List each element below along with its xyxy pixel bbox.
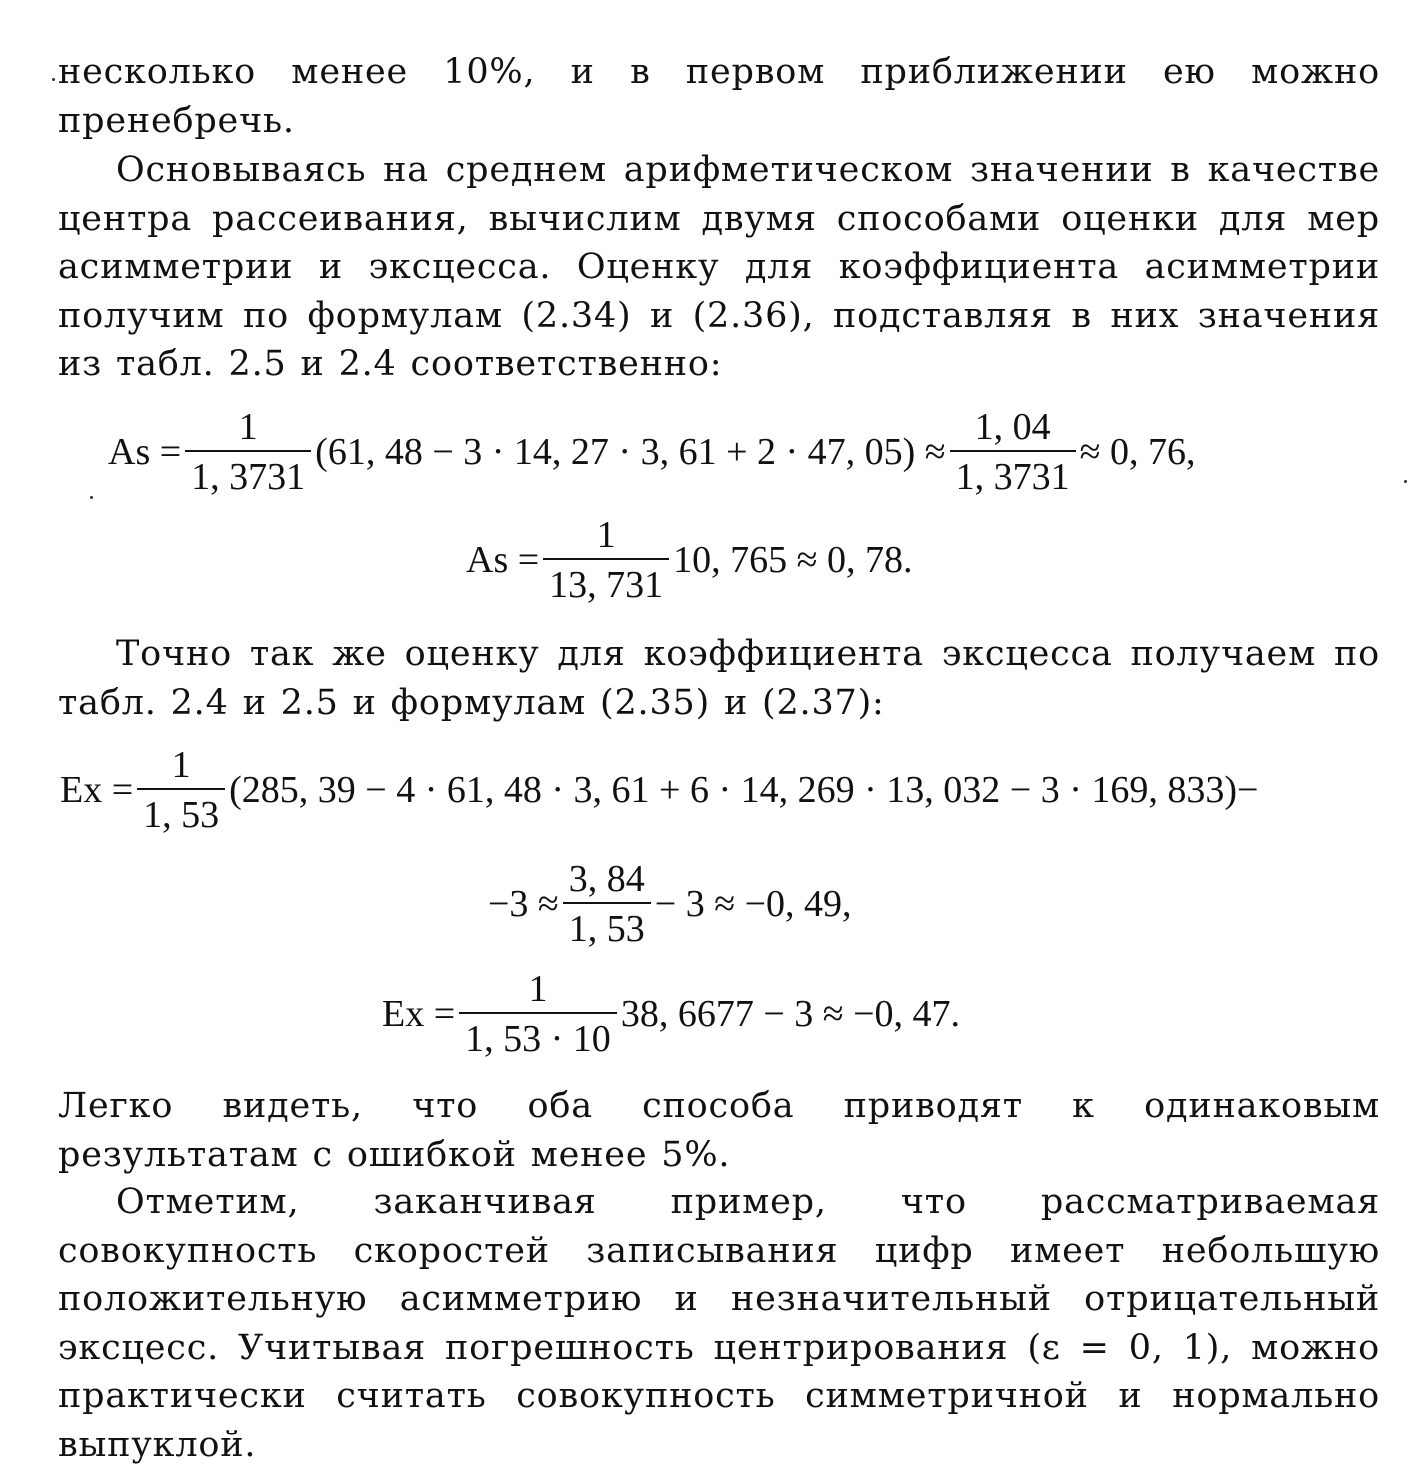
formula-expression: (61, 48 − 3 · 14, 27 · 3, 61 + 2 · 47, 05) ≈ [315, 431, 946, 473]
paragraph-asymmetry-intro: Основываясь на среднем арифметическом значении в качестве центра рассеивания, вычислим двумя способами оценки для мер асимметрии и эксцесса. Оценку для коэффициента асимметрии получим по формулам (2.34) и (2.36), подставляя в них значения из табл. 2.5 и 2.4 соответственно: [58, 150, 1380, 384]
formula-excess-2 [382, 966, 960, 1062]
formula-lhs: Ex = [60, 769, 134, 811]
fraction [185, 408, 311, 496]
paragraph-comparison: Легко видеть, что оба способа приводят к одинаковым результатам с ошибкой менее 5%. [58, 1086, 1380, 1175]
fraction-numerator: 1 [596, 514, 616, 556]
scan-speck [52, 78, 55, 81]
fraction-numerator: 3, 84 [568, 858, 645, 900]
formula-asymmetry-1 [108, 398, 1196, 506]
formula-lead: −3 ≈ [488, 883, 559, 925]
fraction-numerator: 1, 04 [974, 406, 1051, 448]
paragraph-conclusion: Отметим, заканчивая пример, что рассматриваемая совокупность скоростей записывания цифр имеет небольшую положительную асимметрию и незначительный отрицательный эксцесс. Учитывая погрешность центрирования (ε = 0, 1), можно практически считать совокупность симметричной и нормально выпуклой. [58, 1182, 1380, 1465]
fraction-denominator: 1, 53 · 10 [459, 1012, 617, 1058]
scan-speck [1404, 480, 1407, 483]
fraction-denominator: 1, 3731 [185, 450, 311, 496]
fraction [543, 516, 669, 604]
fraction [950, 408, 1076, 496]
fraction-denominator: 1, 53 [563, 902, 651, 948]
fraction-numerator: 1 [171, 744, 191, 786]
formula-lhs: As = [466, 539, 540, 581]
formula-tail: 38, 6677 − 3 ≈ −0, 47. [620, 993, 961, 1035]
fraction-denominator: 1, 3731 [950, 450, 1076, 496]
scan-speck [90, 496, 93, 499]
fraction-denominator: 1, 53 [137, 788, 225, 834]
formula-asymmetry-2 [466, 512, 913, 608]
formula-excess-1 [60, 742, 1258, 838]
paragraph-excess-intro: Точно так же оценку для коэффициента эксцесса получаем по табл. 2.4 и 2.5 и формулам (2.35) и (2.37): [58, 634, 1380, 723]
formula-tail: 10, 765 ≈ 0, 78. [673, 539, 913, 581]
formula-lhs: Ex = [382, 993, 456, 1035]
formula-expression: (285, 39 − 4 · 61, 48 · 3, 61 + 6 · 14, 269 · 13, 032 − 3 · 169, 833)− [229, 769, 1259, 811]
fraction-numerator: 1 [238, 406, 258, 448]
fraction [563, 860, 651, 948]
formula-excess-1-continuation [488, 856, 852, 952]
fraction-numerator: 1 [528, 968, 548, 1010]
fraction [137, 746, 225, 834]
fraction-denominator: 13, 731 [543, 558, 669, 604]
paragraph-continuation: несколько менее 10%, и в первом приближении ею можно пренебречь. [58, 52, 1380, 141]
formula-result: ≈ 0, 76, [1079, 431, 1196, 473]
fraction [459, 970, 617, 1058]
formula-lhs: As = [108, 431, 182, 473]
formula-tail: − 3 ≈ −0, 49, [654, 883, 852, 925]
